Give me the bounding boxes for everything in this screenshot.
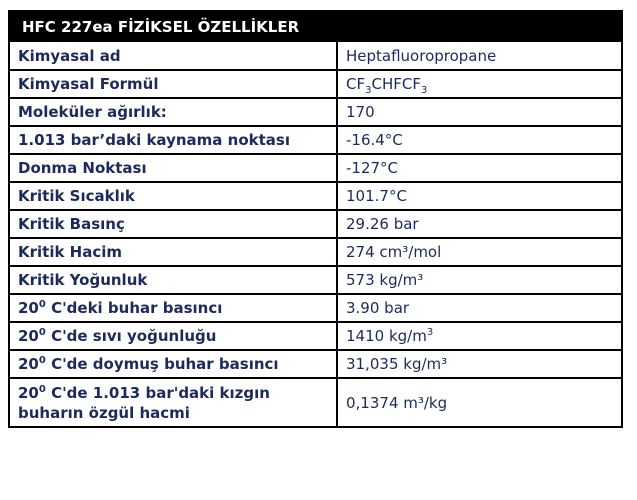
table-row	[10, 126, 621, 154]
table-title: HFC 227ea FİZİKSEL ÖZELLİKLER	[10, 12, 621, 42]
label-part: C'de 1.013 bar'daki kızgın buharın özgül hacmi	[18, 383, 270, 422]
property-value	[337, 322, 621, 350]
formula-part: CHFCF	[371, 75, 421, 93]
table-row	[10, 266, 621, 294]
table-row	[10, 154, 621, 182]
table-row	[10, 42, 621, 70]
label-part: 20	[18, 327, 39, 345]
property-value: -16.4°C	[337, 126, 621, 154]
value-part: 1410 kg/m	[346, 327, 427, 345]
table-row	[10, 98, 621, 126]
label-part: 20	[18, 383, 39, 402]
value-superscript: 3	[426, 327, 434, 338]
property-label	[10, 378, 337, 426]
property-value: -127°C	[337, 154, 621, 182]
table-row	[10, 210, 621, 238]
property-label: Kritik Hacim	[10, 238, 337, 266]
property-value: 31,035 kg/m³	[337, 350, 621, 378]
label-part: C'deki buhar basıncı	[45, 299, 223, 317]
table-row	[10, 238, 621, 266]
formula-part: CF	[346, 75, 366, 93]
property-label: Moleküler ağırlık:	[10, 98, 337, 126]
property-value: 170	[337, 98, 621, 126]
formula-subscript: 3	[420, 85, 428, 96]
property-value: 0,1374 m³/kg	[337, 378, 621, 426]
table-row	[10, 350, 621, 378]
label-superscript: 0	[38, 383, 46, 395]
property-label: Kimyasal Formül	[10, 70, 337, 98]
properties-table-container	[8, 10, 623, 428]
property-value: 573 kg/m³	[337, 266, 621, 294]
property-value: Heptafluoropropane	[337, 42, 621, 70]
property-value	[337, 70, 621, 98]
property-label	[10, 294, 337, 322]
property-label: Kritik Basınç	[10, 210, 337, 238]
table-row	[10, 322, 621, 350]
label-part: 20	[18, 355, 39, 373]
property-value: 3.90 bar	[337, 294, 621, 322]
label-part: C'de doymuş buhar basıncı	[45, 355, 279, 373]
property-label: Kritik Sıcaklık	[10, 182, 337, 210]
table-row	[10, 182, 621, 210]
label-superscript: 0	[38, 355, 46, 366]
property-label: Donma Noktası	[10, 154, 337, 182]
property-label	[10, 322, 337, 350]
property-label: Kritik Yoğunluk	[10, 266, 337, 294]
table-row	[10, 70, 621, 98]
formula-subscript: 3	[365, 85, 372, 96]
label-superscript: 0	[38, 327, 46, 338]
property-value: 274 cm³/mol	[337, 238, 621, 266]
property-label	[10, 350, 337, 378]
property-value: 101.7°C	[337, 182, 621, 210]
label-part: 20	[18, 299, 39, 317]
property-label: 1.013 bar’daki kaynama noktası	[10, 126, 337, 154]
table-row	[10, 378, 621, 426]
property-value: 29.26 bar	[337, 210, 621, 238]
property-label: Kimyasal ad	[10, 42, 337, 70]
label-superscript: 0	[38, 299, 46, 310]
properties-table	[10, 42, 621, 426]
label-part: C'de sıvı yoğunluğu	[45, 327, 217, 345]
table-row	[10, 294, 621, 322]
